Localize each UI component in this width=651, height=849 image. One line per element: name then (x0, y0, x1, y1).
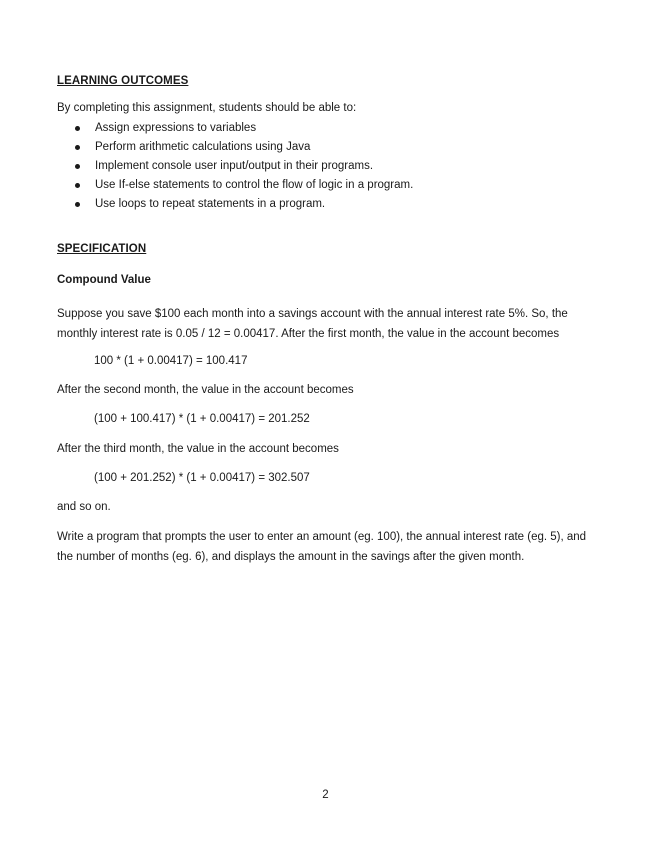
list-item (57, 157, 413, 176)
bullet-icon (75, 145, 80, 150)
specification-heading: SPECIFICATION (57, 243, 147, 255)
list-item (57, 195, 413, 214)
intro-paragraph: Suppose you save $100 each month into a savings account with the annual interest rate 5%. So, the monthly interest rate is 0.05 / 12 = 0.00417. After the first month, the value in the account becomes (57, 308, 568, 340)
learning-outcomes-list (57, 119, 413, 214)
learning-outcomes-intro: By completing this assignment, students should be able to: (57, 102, 357, 114)
bullet-icon (75, 183, 80, 188)
formula-first-month: 100 * (1 + 0.00417) = 100.417 (94, 355, 248, 367)
compound-value-subheading: Compound Value (57, 274, 151, 286)
formula-third-month: (100 + 201.252) * (1 + 0.00417) = 302.507 (94, 472, 310, 484)
list-item-text: Perform arithmetic calculations using Java (95, 141, 311, 153)
list-item-text: Assign expressions to variables (95, 122, 257, 134)
after-third-month-text: After the third month, the value in the account becomes (57, 443, 339, 455)
list-item-text: Implement console user input/output in their programs. (95, 160, 374, 172)
bullet-icon (75, 126, 80, 131)
and-so-on-text: and so on. (57, 501, 111, 513)
formula-second-month: (100 + 100.417) * (1 + 0.00417) = 201.252 (94, 413, 310, 425)
bullet-icon (75, 202, 80, 207)
list-item (57, 119, 413, 138)
list-item (57, 138, 413, 157)
list-item (57, 176, 413, 195)
after-second-month-text: After the second month, the value in the account becomes (57, 384, 354, 396)
list-item-text: Use loops to repeat statements in a program. (95, 198, 326, 210)
page-number: 2 (322, 789, 329, 801)
learning-outcomes-heading: LEARNING OUTCOMES (57, 75, 189, 87)
list-item-text: Use If-else statements to control the flow of logic in a program. (95, 179, 414, 191)
task-paragraph: Write a program that prompts the user to enter an amount (eg. 100), the annual interest rate (eg. 5), and the number of months (eg. 6), and displays the amount in the savings after the given month. (57, 531, 587, 563)
bullet-icon (75, 164, 80, 169)
